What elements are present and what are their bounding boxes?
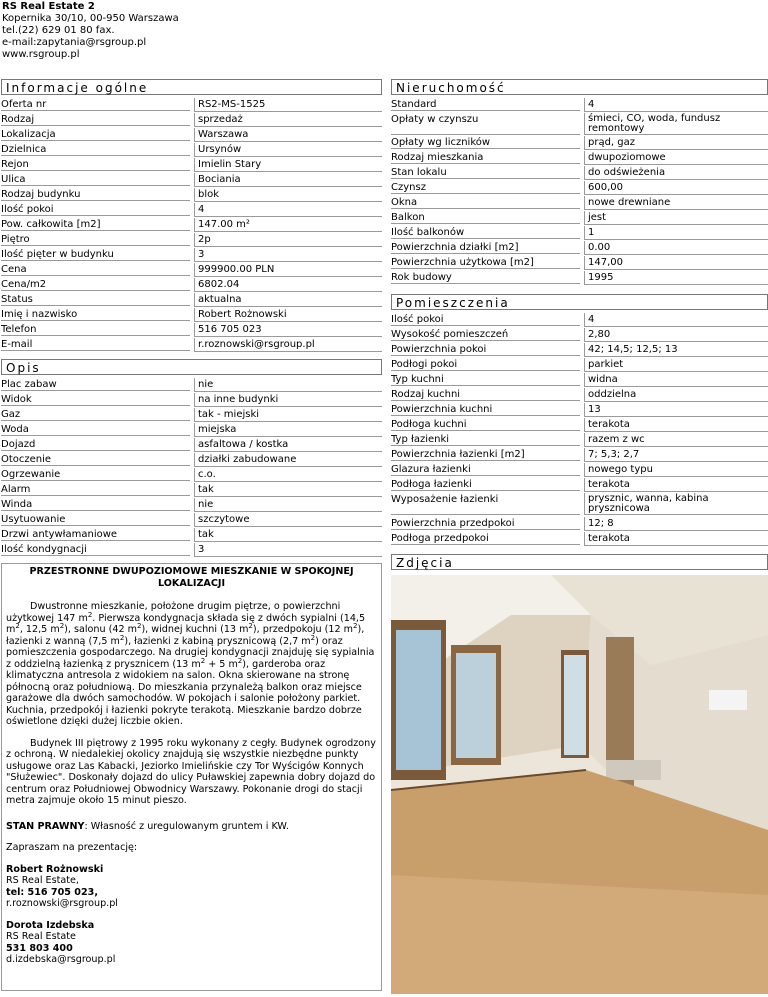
row-usytuowanie: [1, 513, 382, 526]
field-label: Powierzchnia pokoi: [391, 343, 580, 356]
field-label: Rodzaj budynku: [1, 188, 190, 201]
superscript: 2: [59, 621, 65, 630]
field-label: Powierzchnia użytkowa [m2]: [391, 256, 580, 269]
legal-status-text: : Własność z uregulowanym gruntem i KW.: [84, 820, 289, 832]
agency-address: Kopernika 30/10, 00-950 Warszawa: [2, 13, 179, 24]
field-value: nowego typu: [584, 463, 768, 477]
row-balkon: [391, 211, 768, 224]
field-value: widna: [584, 373, 768, 387]
text-run: + 5 m: [205, 658, 238, 670]
field-label: Dojazd: [1, 438, 190, 451]
description-paragraph-2: Budynek III piętrowy z 1995 roku wykonany z cegły. Budynek ogrodzony z ochroną. W niedalekiej okolicy znajdują się wszystkie niezbędne punkty usługowe oraz Las Kabacki, Jeziorko Imielińskie czy Tor Wyścigów Konnych "Służewiec". Doskonały dojazd do ulicy Puławskiej zapewnia dobry dojazd do centrum oraz Południowej Obwodnicy Warszawy. Pokonanie drogi do stacji metra zajmuje około 15 minut pieszo.: [6, 737, 376, 806]
invitation: Zapraszam na prezentację:: [6, 842, 138, 853]
row-winda: [1, 498, 382, 511]
field-label: Ogrzewanie: [1, 468, 190, 481]
field-value: 13: [584, 403, 768, 417]
field-label: Winda: [1, 498, 190, 511]
field-label: Otoczenie: [1, 453, 190, 466]
field-value: nie: [194, 498, 382, 512]
field-label: Woda: [1, 423, 190, 436]
field-label: Gaz: [1, 408, 190, 421]
row-powierzchnia-uzytkowa-m2: [391, 256, 768, 269]
field-label: Powierzchnia działki [m2]: [391, 241, 580, 254]
text-run: . Pierwsza kondygnacja składa się z dwóch sypialni (14,5 m: [6, 612, 366, 635]
row-woda: [1, 423, 382, 436]
field-value: dwupoziomowe: [584, 151, 768, 165]
field-label: Rodzaj kuchni: [391, 388, 580, 401]
row-typ-lazienki: [391, 433, 768, 446]
row-wysokosc-pomieszczen: [391, 328, 768, 341]
field-value: razem z wc: [584, 433, 768, 447]
row-widok: [1, 393, 382, 406]
field-value: blok: [194, 188, 382, 202]
row-oferta-nr: [1, 98, 382, 111]
row-rejon: [1, 158, 382, 171]
field-label: Standard: [391, 98, 580, 111]
field-label: Powierzchnia łazienki [m2]: [391, 448, 580, 461]
field-label: Imię i nazwisko: [1, 308, 190, 321]
field-value: działki zabudowane: [194, 453, 382, 467]
field-label: Telefon: [1, 323, 190, 336]
row-cena-m2: [1, 278, 382, 291]
field-label: Status: [1, 293, 190, 306]
section-title-general: Informacje ogólne: [1, 79, 382, 95]
text-run: ), widnej kuchni (13 m: [141, 624, 249, 635]
field-value: 1995: [584, 271, 768, 285]
field-label: Usytuowanie: [1, 513, 190, 526]
row-pietro: [1, 233, 382, 246]
field-value: 6802.04: [194, 278, 382, 292]
field-value: Warszawa: [194, 128, 382, 142]
text-run: ), garderoba oraz klimatyczna antresola z widokiem na salon. Okna skierowane na stronę północną oraz południową. Do mieszkania przynależą balkon oraz miejsce garażowe dla dwóch samochodów. W pokojach i salonie położony parkiet. Kuchnia, przedpokój i łazienki pokryte terakotą. Mieszkanie bardzo dobrze oświetlone dzięki dużej liczbie okien.: [6, 658, 362, 727]
photo-image: [391, 575, 768, 994]
field-value: miejska: [194, 423, 382, 437]
field-value: 4: [584, 313, 768, 327]
field-value: aktualna: [194, 293, 382, 307]
field-label: Piętro: [1, 233, 190, 246]
row-powierzchnia-kuchni: [391, 403, 768, 416]
row-imie-i-nazwisko: [1, 308, 382, 321]
row-ogrzewanie: [1, 468, 382, 481]
superscript: 2: [352, 621, 358, 630]
field-label: Czynsz: [391, 181, 580, 194]
field-value: tak: [194, 483, 382, 497]
field-value: 12; 8: [584, 517, 768, 531]
field-label: Ilość kondygnacji: [1, 543, 190, 556]
field-label: Cena/m2: [1, 278, 190, 291]
field-value: 147,00: [584, 256, 768, 270]
field-label: Podłogi pokoi: [391, 358, 580, 371]
field-value: 42; 14,5; 12,5; 13: [584, 343, 768, 357]
row-podloga-kuchni: [391, 418, 768, 431]
row-rodzaj-kuchni: [391, 388, 768, 401]
field-value: sprzedaż: [194, 113, 382, 127]
row-e-mail: [1, 338, 382, 351]
agency-email: e-mail:zapytania@rsgroup.pl: [2, 37, 147, 48]
field-value: na inne budynki: [194, 393, 382, 407]
field-label: Rodzaj mieszkania: [391, 151, 580, 164]
row-ilosc-pokoi: [1, 203, 382, 216]
row-alarm: [1, 483, 382, 496]
text-run: ) oraz pomieszczenia gospodarczego. Na drugiej kondygnacji znajduję się sypialnia z oddzielną łazienką z prysznicem (13 m: [6, 635, 375, 670]
agency-name: RS Real Estate 2: [2, 1, 95, 12]
superscript: 2: [248, 621, 253, 630]
row-powierzchnia-przedpokoi: [391, 517, 768, 530]
field-value: 1: [584, 226, 768, 240]
row-powierzchnia-pokoi: [391, 343, 768, 356]
field-value: 147.00 m²: [194, 218, 382, 232]
superscript: 2: [310, 633, 316, 642]
field-value: oddzielna: [584, 388, 768, 402]
legal-status-label: STAN PRAWNY: [6, 820, 85, 832]
field-value: jest: [584, 211, 768, 225]
text-run: ), łazienki z wanną (7,5 m: [6, 624, 365, 647]
field-label: Alarm: [1, 483, 190, 496]
field-value: terakota: [584, 418, 768, 432]
section-title-opis: Opis: [1, 359, 382, 375]
field-label: Plac zabaw: [1, 378, 190, 391]
field-label: Podłoga kuchni: [391, 418, 580, 431]
field-label: Wysokość pomieszczeń: [391, 328, 580, 341]
row-oplaty-wg-licznikow: [391, 136, 768, 149]
row-okna: [391, 196, 768, 209]
field-label: Oferta nr: [1, 98, 190, 111]
field-value: terakota: [584, 532, 768, 546]
text-run: ), przedpokoju (12 m: [252, 624, 353, 635]
row-status: [1, 293, 382, 306]
field-value: asfaltowa / kostka: [194, 438, 382, 452]
field-value: prysznic, wanna, kabina prysznicowa: [584, 493, 768, 515]
field-value: 600,00: [584, 181, 768, 195]
row-ilosc-pokoi: [391, 313, 768, 326]
field-label: Dzielnica: [1, 143, 190, 156]
contact-2-phone: 531 803 400: [6, 942, 73, 954]
field-label: Glazura łazienki: [391, 463, 580, 476]
text-run: Dwustronne mieszkanie, położone drugim piętrze, o powierzchni użytkowej 147 m: [6, 601, 341, 624]
row-glazura-lazienki: [391, 463, 768, 476]
section-title-photos: Zdjęcia: [391, 554, 768, 570]
superscript: 2: [200, 656, 206, 665]
field-label: Powierzchnia kuchni: [391, 403, 580, 416]
row-rok-budowy: [391, 271, 768, 284]
field-label: Drzwi antywłamaniowe: [1, 528, 190, 541]
field-label: Ulica: [1, 173, 190, 186]
field-value: tak: [194, 528, 382, 542]
contact-1: [6, 864, 377, 910]
row-podloga-przedpokoi: [391, 532, 768, 545]
row-ilosc-balkonow: [391, 226, 768, 239]
contact-1-email[interactable]: r.roznowski@rsgroup.pl: [6, 898, 118, 909]
field-value: do odświeżenia: [584, 166, 768, 180]
field-value: 2,80: [584, 328, 768, 342]
row-podlogi-pokoi: [391, 358, 768, 371]
superscript: 2: [87, 610, 93, 619]
field-label: Rodzaj: [1, 113, 190, 126]
field-value: nie: [194, 378, 382, 392]
row-ilosc-pieter-w-budynku: [1, 248, 382, 261]
field-value: śmieci, CO, woda, fundusz remontowy: [584, 113, 768, 135]
agency-header: [2, 1, 179, 61]
field-label: Typ łazienki: [391, 433, 580, 446]
field-label: Stan lokalu: [391, 166, 580, 179]
field-label: Lokalizacja: [1, 128, 190, 141]
field-value: 4: [194, 203, 382, 217]
field-label: Opłaty wg liczników: [391, 136, 580, 149]
field-value: 3: [194, 248, 382, 262]
text-run: ), łazienki z kabiną prysznicową (2,7 m: [124, 635, 311, 647]
field-label: Podłoga łazienki: [391, 478, 580, 491]
field-label: Ilość pokoi: [1, 203, 190, 216]
field-label: Widok: [1, 393, 190, 406]
text-run: , 12,5 m: [19, 624, 60, 635]
field-label: Balkon: [391, 211, 580, 224]
field-value: 999900.00 PLN: [194, 263, 382, 277]
row-czynsz: [391, 181, 768, 194]
field-value: nowe drewniane: [584, 196, 768, 210]
row-rodzaj-budynku: [1, 188, 382, 201]
field-value: Robert Rożnowski: [194, 308, 382, 322]
field-label: Ilość balkonów: [391, 226, 580, 239]
field-label: Ilość pokoi: [391, 313, 580, 326]
contact-1-phone: tel: 516 705 023,: [6, 886, 98, 898]
field-value: c.o.: [194, 468, 382, 482]
field-value: 4: [584, 98, 768, 112]
row-standard: [391, 98, 768, 111]
field-value: 516 705 023: [194, 323, 382, 337]
row-typ-kuchni: [391, 373, 768, 386]
row-dzielnica: [1, 143, 382, 156]
row-powierzchnia-dzialki-m2: [391, 241, 768, 254]
row-oplaty-w-czynszu: [391, 113, 768, 135]
field-value: 0.00: [584, 241, 768, 255]
property-photo[interactable]: [391, 575, 768, 994]
contact-2-name: Dorota Izdebska: [6, 919, 95, 931]
field-value: Imielin Stary: [194, 158, 382, 172]
agency-phone: tel.(22) 629 01 80 fax.: [2, 25, 115, 36]
row-otoczenie: [1, 453, 382, 466]
row-telefon: [1, 323, 382, 336]
section-title-property: Nieruchomość: [391, 79, 768, 95]
field-value: Bociania: [194, 173, 382, 187]
field-label: Podłoga przedpokoi: [391, 532, 580, 545]
row-wyposazenie-lazienki: [391, 493, 768, 515]
row-cena: [1, 263, 382, 276]
field-value: szczytowe: [194, 513, 382, 527]
field-label: Wyposażenie łazienki: [391, 493, 580, 515]
row-podloga-lazienki: [391, 478, 768, 491]
field-value: parkiet: [584, 358, 768, 372]
contact-2-company: RS Real Estate: [6, 931, 76, 942]
row-stan-lokalu: [391, 166, 768, 179]
field-value: RS2-MS-1525: [194, 98, 382, 112]
row-lokalizacja: [1, 128, 382, 141]
field-value: r.roznowski@rsgroup.pl: [194, 338, 382, 352]
field-label: Rejon: [1, 158, 190, 171]
row-gaz: [1, 408, 382, 421]
field-value: 3: [194, 543, 382, 557]
field-value: tak - miejski: [194, 408, 382, 422]
legal-status: [6, 821, 377, 833]
superscript: 2: [119, 633, 125, 642]
field-value: Ursynów: [194, 143, 382, 157]
field-label: Okna: [391, 196, 580, 209]
field-value: 7; 5,3; 2,7: [584, 448, 768, 462]
field-label: Powierzchnia przedpokoi: [391, 517, 580, 530]
field-label: Ilość pięter w budynku: [1, 248, 190, 261]
superscript: 2: [237, 656, 243, 665]
superscript: 2: [136, 621, 142, 630]
agency-www: www.rsgroup.pl: [2, 49, 80, 60]
description-heading: PRZESTRONNE DWUPOZIOMOWE MIESZKANIE W SPOKOJNEJ LOKALIZACJI: [29, 566, 354, 589]
row-drzwi-antywlamaniowe: [1, 528, 382, 541]
contact-1-company: RS Real Estate,: [6, 875, 79, 886]
row-pow-calkowita-m2: [1, 218, 382, 231]
field-value: terakota: [584, 478, 768, 492]
text-run: ), salonu (42 m: [64, 624, 137, 635]
row-plac-zabaw: [1, 378, 382, 391]
row-ulica: [1, 173, 382, 186]
row-rodzaj-mieszkania: [391, 151, 768, 164]
row-ilosc-kondygnacji: [1, 543, 382, 556]
field-label: Typ kuchni: [391, 373, 580, 386]
field-label: Pow. całkowita [m2]: [1, 218, 190, 231]
field-label: E-mail: [1, 338, 190, 351]
field-label: Cena: [1, 263, 190, 276]
field-label: Opłaty w czynszu: [391, 113, 580, 135]
contact-2: [6, 920, 377, 966]
field-value: prąd, gaz: [584, 136, 768, 150]
row-rodzaj: [1, 113, 382, 126]
description-box: [1, 563, 382, 991]
field-value: 2p: [194, 233, 382, 247]
description-paragraph-1: [6, 601, 377, 728]
row-dojazd: [1, 438, 382, 451]
superscript: 2: [15, 621, 20, 630]
contact-1-name: Robert Rożnowski: [6, 863, 104, 875]
row-powierzchnia-lazienki-m2: [391, 448, 768, 461]
field-label: Rok budowy: [391, 271, 580, 284]
section-title-rooms: Pomieszczenia: [391, 294, 768, 310]
contact-2-email[interactable]: d.izdebska@rsgroup.pl: [6, 954, 116, 965]
